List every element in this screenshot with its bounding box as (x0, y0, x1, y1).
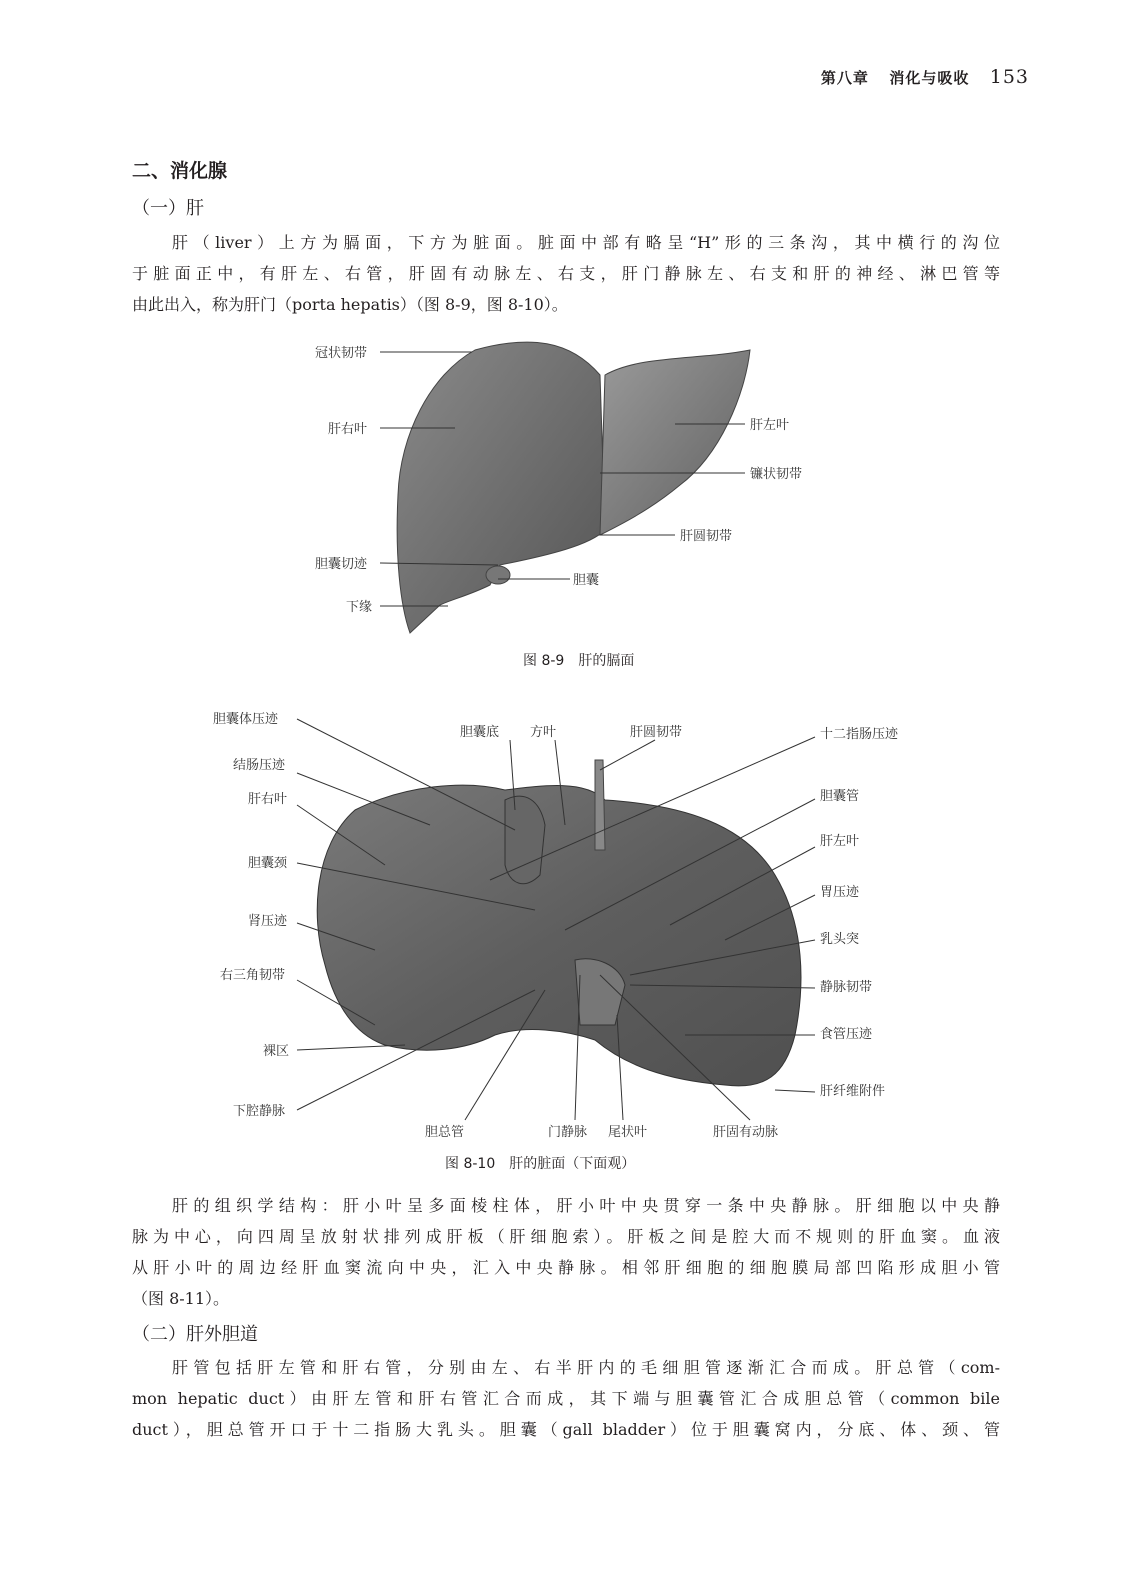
label-right-lobe: 肝右叶 (248, 792, 288, 807)
label-gallbladder-neck: 胆囊颈 (248, 856, 288, 871)
label-right-lobe: 肝右叶 (328, 422, 368, 437)
paragraph-liver-intro (132, 227, 1000, 320)
chapter-title: 消化与吸收 (889, 69, 970, 87)
label-inferior-margin: 下缘 (346, 600, 373, 615)
liver-left-lobe-shape (600, 350, 750, 535)
text-line: 于脏面正中，有肝左、右管，肝固有动脉左、右支，肝门静脉左、右支和肝的神经、淋巴管等 (132, 264, 1000, 283)
subsection-heading-biliary: （二）肝外胆道 (132, 1324, 258, 1345)
text-line: 从肝小叶的周边经肝血窦流向中央，汇入中央静脉。相邻肝细胞的细胞膜局部凹陷形成胆小管 (132, 1258, 1000, 1277)
label-gallbladder: 胆囊 (573, 573, 600, 588)
label-gallbladder-body-impression: 胆囊体压迹 (213, 712, 279, 727)
label-papillary-process: 乳头突 (820, 932, 860, 947)
text-line: 脉为中心，向四周呈放射状排列成肝板（肝细胞索）。肝板之间是腔大而不规则的肝血窦。血液 (132, 1227, 1000, 1246)
label-duodenal-impression: 十二指肠压迹 (820, 727, 899, 742)
label-esophageal-impression: 食管压迹 (820, 1027, 873, 1042)
label-common-bile-duct: 胆总管 (425, 1125, 465, 1140)
text-line: （图 8-11）。 (132, 1289, 230, 1308)
label-caudate-lobe: 尾状叶 (608, 1125, 648, 1140)
section-heading: 二、消化腺 (132, 160, 228, 182)
text-line: mon hepatic duct）由肝左管和肝右管汇合而成，其下端与胆囊管汇合成胆总管（common bile (132, 1389, 1000, 1408)
figure-caption-8-9: 图 8-9 肝的膈面 (523, 653, 635, 669)
subsection-heading-liver: （一）肝 (132, 198, 204, 219)
label-ligamentum-venosum: 静脉韧带 (820, 980, 873, 995)
label-fibrous-appendix: 肝纤维附件 (820, 1084, 886, 1099)
text-line: 肝管包括肝左管和肝右管，分别由左、右半肝内的毛细胆管逐渐汇合而成。肝总管（com- (172, 1358, 1000, 1377)
text-line: 由此出入，称为肝门（porta hepatis）（图 8-9，图 8-10）。 (132, 295, 568, 314)
label-renal-impression: 肾压迹 (248, 914, 288, 929)
label-round-ligament: 肝圆韧带 (680, 529, 733, 544)
label-cystic-duct: 胆囊管 (820, 789, 860, 804)
label-bare-area: 裸区 (263, 1044, 290, 1059)
label-quadrate-lobe: 方叶 (530, 725, 557, 740)
label-falciform-ligament: 镰状韧带 (750, 467, 803, 482)
label-portal-vein: 门静脉 (548, 1125, 588, 1140)
text-line: 肝的组织学结构：肝小叶呈多面棱柱体，肝小叶中央贯穿一条中央静脉。肝细胞以中央静 (172, 1196, 1000, 1215)
chapter-label: 第八章 (820, 69, 869, 87)
round-ligament-shape (595, 760, 605, 850)
label-coronary-ligament: 冠状韧带 (315, 346, 368, 361)
paragraph-biliary (132, 1352, 1000, 1445)
running-header (821, 66, 1029, 88)
label-colic-impression: 结肠压迹 (233, 758, 286, 773)
paragraph-liver-histology (132, 1190, 1000, 1314)
label-proper-hepatic-artery: 肝固有动脉 (713, 1125, 779, 1140)
gallbladder-shape (486, 566, 510, 584)
text-line: 肝（liver）上方为膈面，下方为脏面。脏面中部有略呈“H”形的三条沟，其中横行的沟位 (172, 233, 1000, 252)
figure-caption-8-10: 图 8-10 肝的脏面（下面观） (445, 1156, 636, 1172)
page-number: 153 (989, 66, 1029, 88)
label-inferior-vena-cava: 下腔静脉 (233, 1104, 286, 1119)
label-left-lobe: 肝左叶 (820, 834, 860, 849)
label-gallbladder-notch: 胆囊切迹 (315, 557, 368, 572)
label-gallbladder-fundus: 胆囊底 (460, 725, 500, 740)
liver-visceral-shape (317, 785, 801, 1086)
label-right-triangular-ligament: 右三角韧带 (220, 968, 286, 983)
label-round-ligament: 肝圆韧带 (630, 725, 683, 740)
label-gastric-impression: 胃压迹 (820, 885, 860, 900)
text-line: duct），胆总管开口于十二指肠大乳头。胆囊（gall bladder）位于胆囊窝内，分底、体、颈、管 (132, 1420, 1000, 1439)
figure-liver-diaphragmatic (300, 335, 840, 640)
figure-liver-visceral (205, 705, 925, 1145)
liver-right-lobe-shape (397, 342, 605, 633)
label-left-lobe: 肝左叶 (750, 418, 790, 433)
